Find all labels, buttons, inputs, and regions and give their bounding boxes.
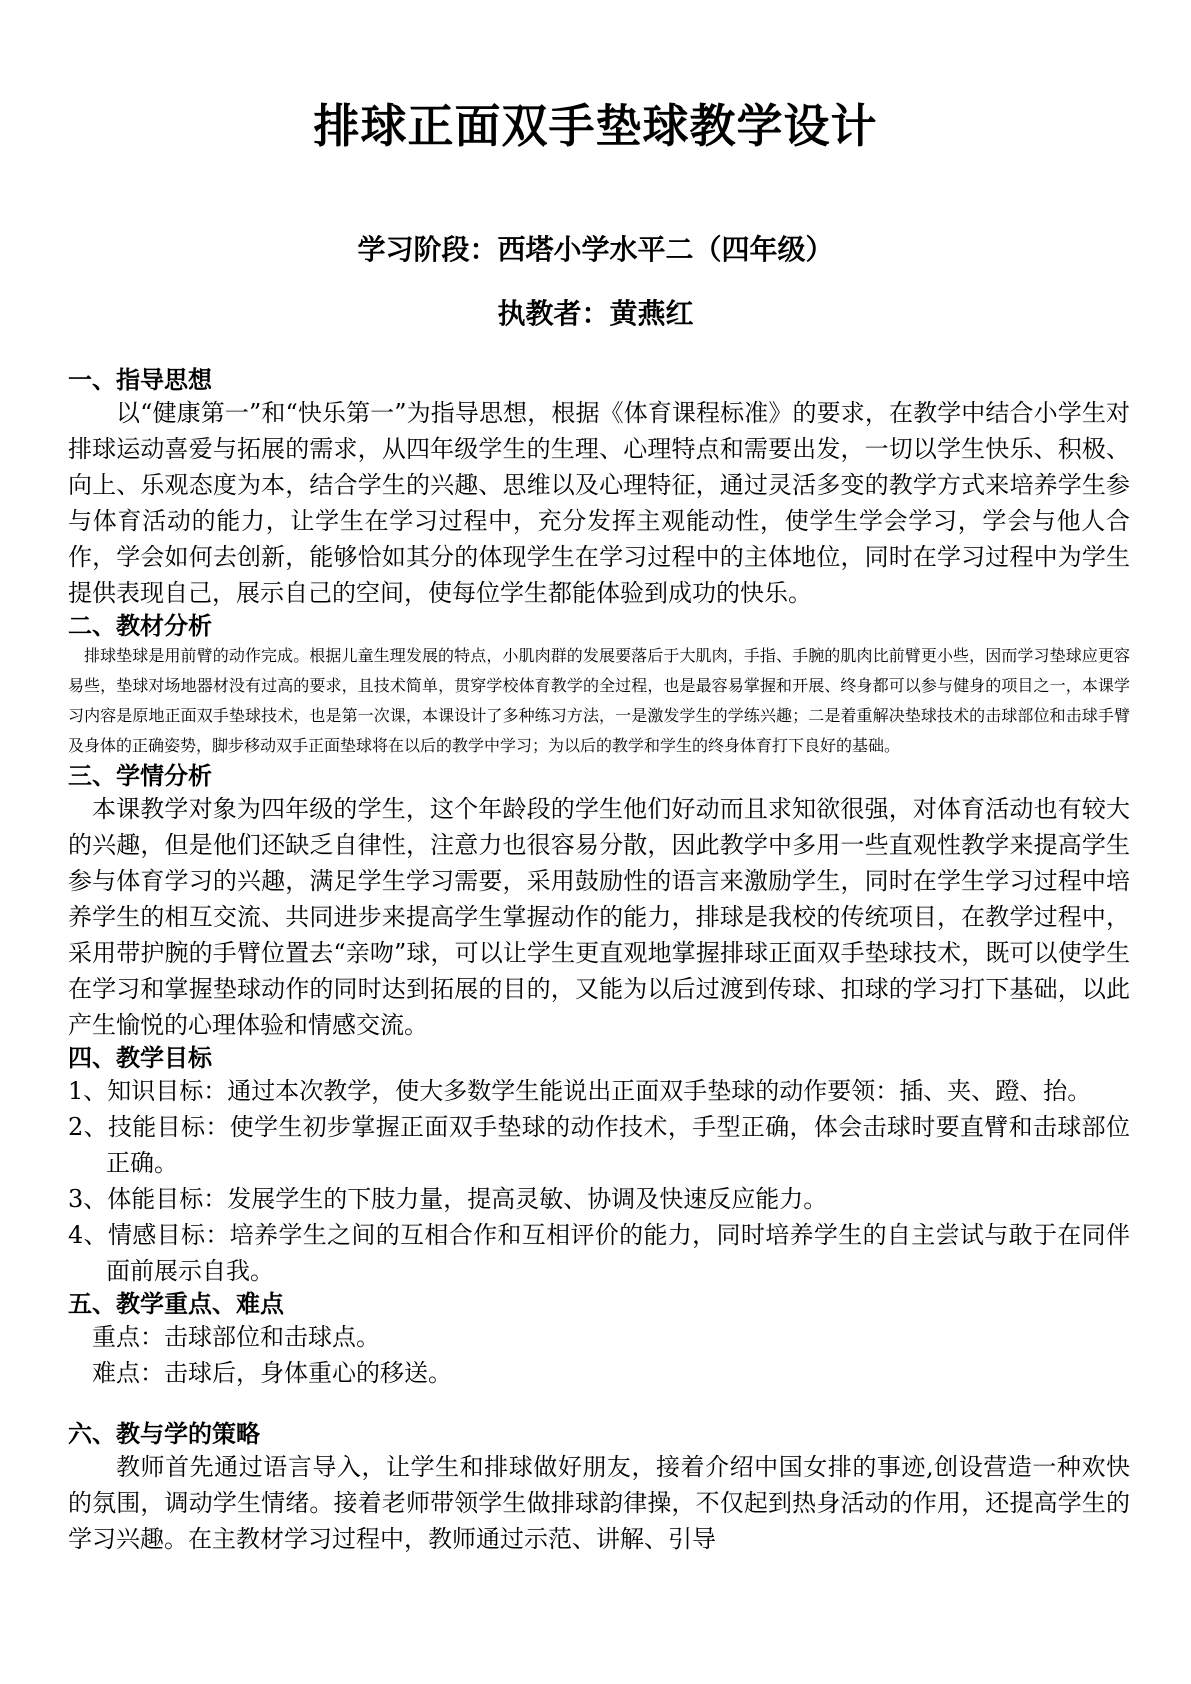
section-body-guiding-idea: 以“健康第一”和“快乐第一”为指导思想，根据《体育课程标准》的要求，在教学中结合小学生对排球运动喜爱与拓展的需求，从四年级学生的生理、心理特点和需要出发，一切以学生快乐、积极、向上、乐观态度为本，结合学生的兴趣、思维以及心理特征，通过灵活多变的教学方式来培养学生参与体育活动的能力，让学生在学习过程中，充分发挥主观能动性，使学生学会学习，学会与他人合作，学会如何去创新，能够恰如其分的体现学生在学习过程中的主体地位，同时在学习过程中为学生提供表现自己，展示自己的空间，使每位学生都能体验到成功的快乐。 <box>68 399 1130 607</box>
goal-emotion: 4、情感目标：培养学生之间的互相合作和互相评价的能力，同时培养学生的自主尝试与敢于在同伴面前展示自我。 <box>68 1221 1130 1285</box>
section-body-material-analysis: 排球垫球是用前臂的动作完成。根据儿童生理发展的特点，小肌肉群的发展要落后于大肌肉，手指、手腕的肌肉比前臂更小些，因而学习垫球应更容易些，垫球对场地器材没有过高的要求，且技术简单，贯穿学校体育教学的全过程，也是最容易掌握和开展、终身都可以参与健身的项目之一，本课学习内容是原地正面双手垫球技术，也是第一次课，本课设计了多种练习方法，一是激发学生的学练兴趣；二是着重解决垫球技术的击球部位和击球手臂及身体的正确姿势，脚步移动双手正面垫球将在以后的教学中学习；为以后的教学和学生的终身体育打下良好的基础。 <box>68 646 1130 755</box>
goal-fitness: 3、体能目标：发展学生的下肢力量，提高灵敏、协调及快速反应能力。 <box>68 1185 828 1213</box>
section-heading-teaching-goals: 四、教学目标 <box>68 1044 212 1072</box>
difficult-point: 难点：击球后，身体重心的移送。 <box>92 1359 452 1387</box>
teacher-name: 执教者：黄燕红 <box>497 297 694 330</box>
section-heading-key-points: 五、教学重点、难点 <box>68 1290 284 1318</box>
spacer <box>68 1391 1130 1419</box>
section-heading-student-analysis: 三、学情分析 <box>68 762 212 790</box>
key-point: 重点：击球部位和击球点。 <box>92 1323 380 1351</box>
document-body <box>68 365 1130 1557</box>
goal-skill: 2、技能目标：使学生初步掌握正面双手垫球的动作技术，手型正确，体会击球时要直臂和击球部位正确。 <box>68 1113 1130 1177</box>
document-title: 排球正面双手垫球教学设计 <box>313 99 878 153</box>
section-body-student-analysis: 本课教学对象为四年级的学生，这个年龄段的学生他们好动而且求知欲很强，对体育活动也有较大的兴趣，但是他们还缺乏自律性，注意力也很容易分散，因此教学中多用一些直观性教学来提高学生参与体育学习的兴趣，满足学生学习需要，采用鼓励性的语言来激励学生，同时在学生学习过程中培养学生的相互交流、共同进步来提高学生掌握动作的能力，排球是我校的传统项目，在教学过程中，采用带护腕的手臂位置去“亲吻”球，可以让学生更直观地掌握排球正面双手垫球技术，既可以使学生在学习和掌握垫球动作的同时达到拓展的目的，又能为以后过渡到传球、扣球的学习打下基础，以此产生愉悦的心理体验和情感交流。 <box>68 795 1130 1039</box>
section-body-strategy: 教师首先通过语言导入，让学生和排球做好朋友，接着介绍中国女排的事迹,创设营造一种欢快的氛围，调动学生情绪。接着老师带领学生做排球韵律操，不仅起到热身活动的作用，还提高学生的学习兴趣。在主教材学习过程中，教师通过示范、讲解、引导 <box>68 1453 1130 1553</box>
section-heading-guiding-idea: 一、指导思想 <box>68 366 212 394</box>
section-heading-material-analysis: 二、教材分析 <box>68 612 212 640</box>
section-heading-strategy: 六、教与学的策略 <box>68 1420 260 1448</box>
learning-stage: 学习阶段：西塔小学水平二（四年级） <box>357 233 834 266</box>
goal-knowledge: 1、知识目标：通过本次教学，使大多数学生能说出正面双手垫球的动作要领：插、夹、蹬、抬。 <box>68 1077 1092 1105</box>
